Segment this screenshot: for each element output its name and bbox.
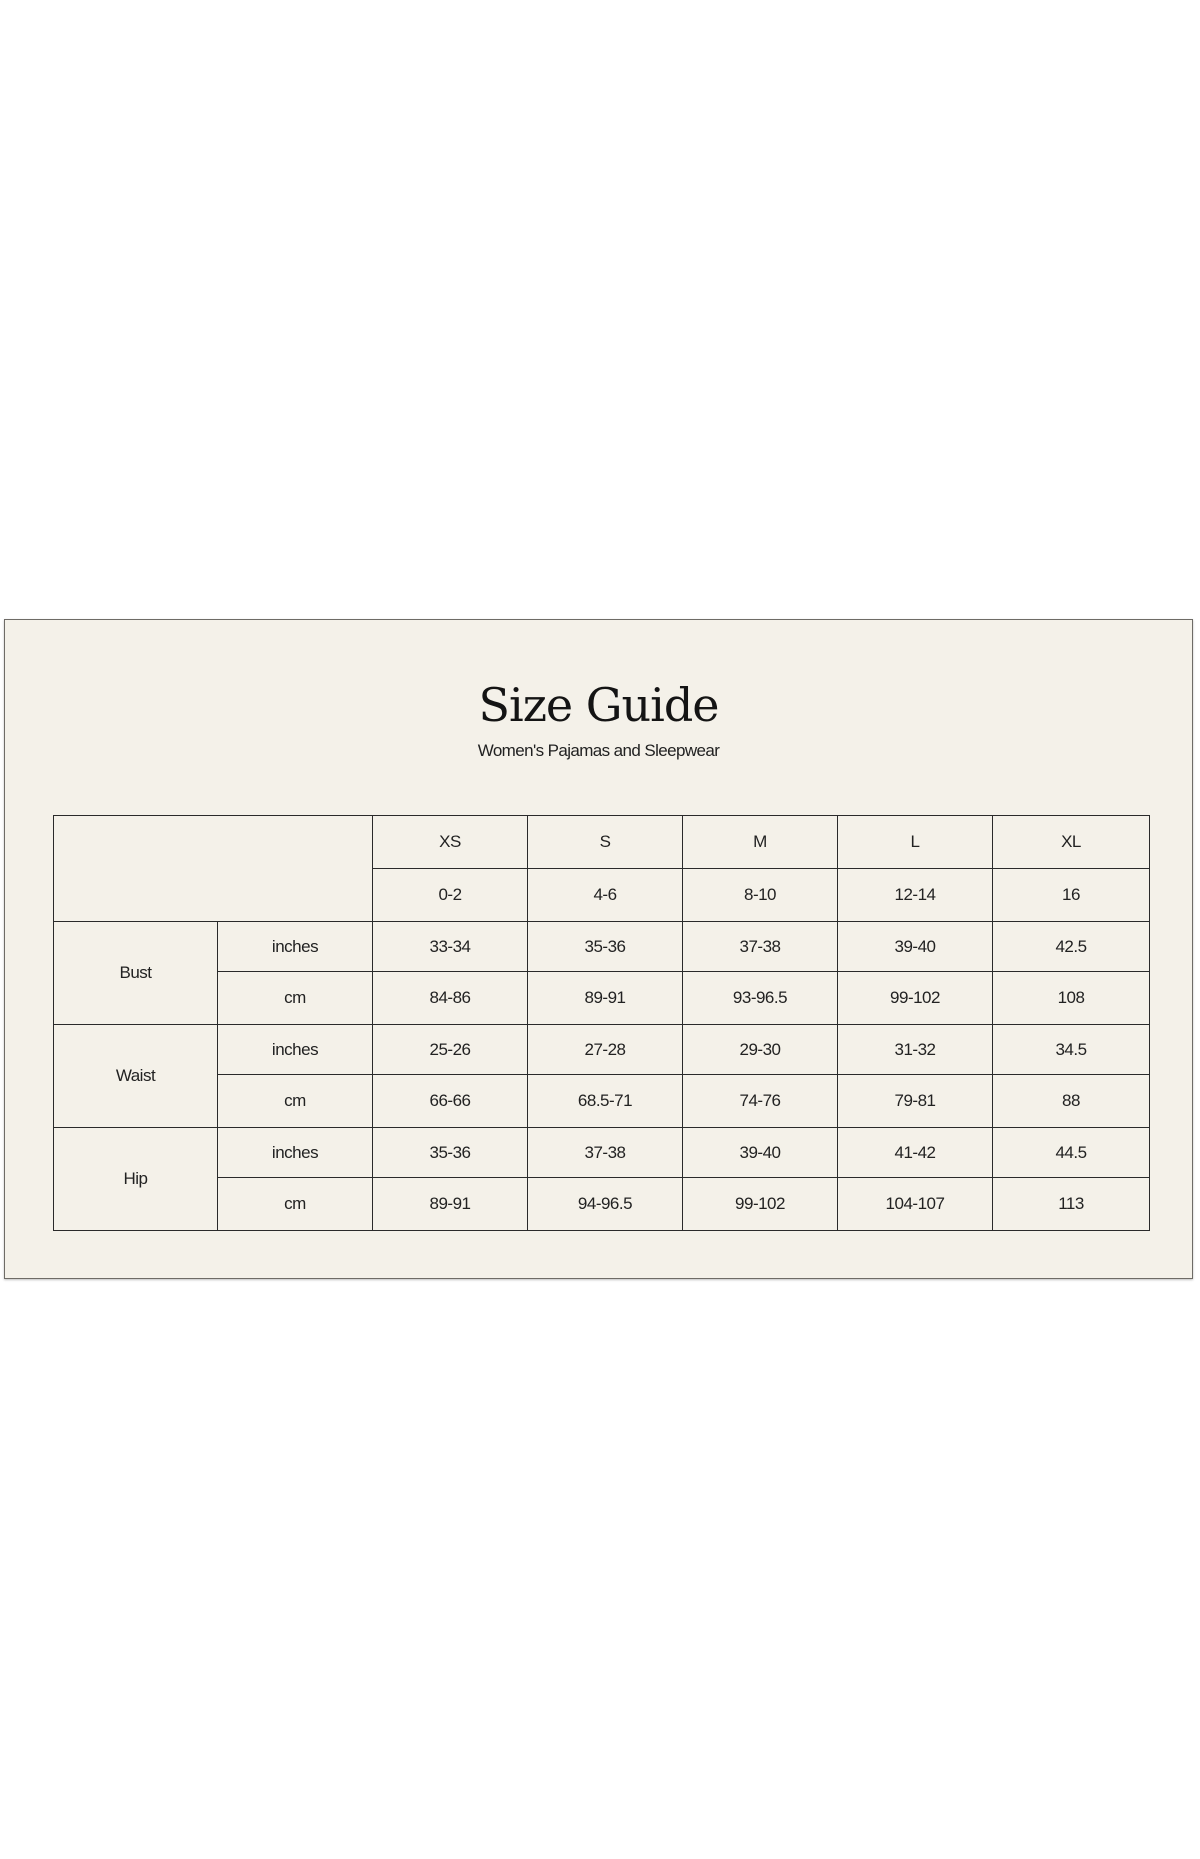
page-subtitle: Women's Pajamas and Sleepwear: [477, 741, 720, 760]
table-row: [54, 1075, 1150, 1128]
table-cell: 66-66: [373, 1075, 528, 1128]
table-cell: 39-40: [838, 922, 993, 972]
unit-label: inches: [218, 922, 373, 972]
size-header-m: M: [683, 816, 838, 869]
table-row: [54, 922, 1150, 972]
size-table: [53, 815, 1150, 1231]
unit-label: cm: [218, 972, 373, 1025]
table-cell: 79-81: [838, 1075, 993, 1128]
table-cell: 25-26: [373, 1025, 528, 1075]
table-cell: 93-96.5: [683, 972, 838, 1025]
unit-label: cm: [218, 1075, 373, 1128]
table-cell: 33-34: [373, 922, 528, 972]
table-cell: 35-36: [528, 922, 683, 972]
size-guide-card: [4, 619, 1193, 1279]
table-row: [54, 1178, 1150, 1231]
table-cell: 35-36: [373, 1128, 528, 1178]
table-cell: 94-96.5: [528, 1178, 683, 1231]
table-cell: 31-32: [838, 1025, 993, 1075]
table-cell: 74-76: [683, 1075, 838, 1128]
numeric-size-m: 8-10: [683, 869, 838, 922]
table-cell: 89-91: [373, 1178, 528, 1231]
table-cell: 104-107: [838, 1178, 993, 1231]
size-header-xl: XL: [993, 816, 1150, 869]
table-cell: 89-91: [528, 972, 683, 1025]
unit-label: cm: [218, 1178, 373, 1231]
table-cell: 37-38: [528, 1128, 683, 1178]
table-cell: 99-102: [683, 1178, 838, 1231]
numeric-size-s: 4-6: [528, 869, 683, 922]
table-cell: 88: [993, 1075, 1150, 1128]
table-cell: 41-42: [838, 1128, 993, 1178]
empty-corner-cell: [54, 816, 373, 922]
table-cell: 29-30: [683, 1025, 838, 1075]
measurement-label-hip: Hip: [54, 1128, 218, 1231]
unit-label: inches: [218, 1025, 373, 1075]
unit-label: inches: [218, 1128, 373, 1178]
table-row: [54, 1025, 1150, 1075]
table-row: [54, 1128, 1150, 1178]
numeric-size-xs: 0-2: [373, 869, 528, 922]
table-cell: 84-86: [373, 972, 528, 1025]
size-header-row: [54, 816, 1150, 869]
table-cell: 42.5: [993, 922, 1150, 972]
measurement-label-bust: Bust: [54, 922, 218, 1025]
page-title: Size Guide: [478, 678, 719, 732]
table-cell: 44.5: [993, 1128, 1150, 1178]
table-cell: 68.5-71: [528, 1075, 683, 1128]
table-cell: 37-38: [683, 922, 838, 972]
measurement-label-waist: Waist: [54, 1025, 218, 1128]
numeric-size-l: 12-14: [838, 869, 993, 922]
table-cell: 27-28: [528, 1025, 683, 1075]
size-header-l: L: [838, 816, 993, 869]
size-header-s: S: [528, 816, 683, 869]
table-cell: 34.5: [993, 1025, 1150, 1075]
size-header-xs: XS: [373, 816, 528, 869]
table-cell: 108: [993, 972, 1150, 1025]
table-cell: 39-40: [683, 1128, 838, 1178]
numeric-size-xl: 16: [993, 869, 1150, 922]
table-row: [54, 972, 1150, 1025]
table-cell: 99-102: [838, 972, 993, 1025]
table-cell: 113: [993, 1178, 1150, 1231]
